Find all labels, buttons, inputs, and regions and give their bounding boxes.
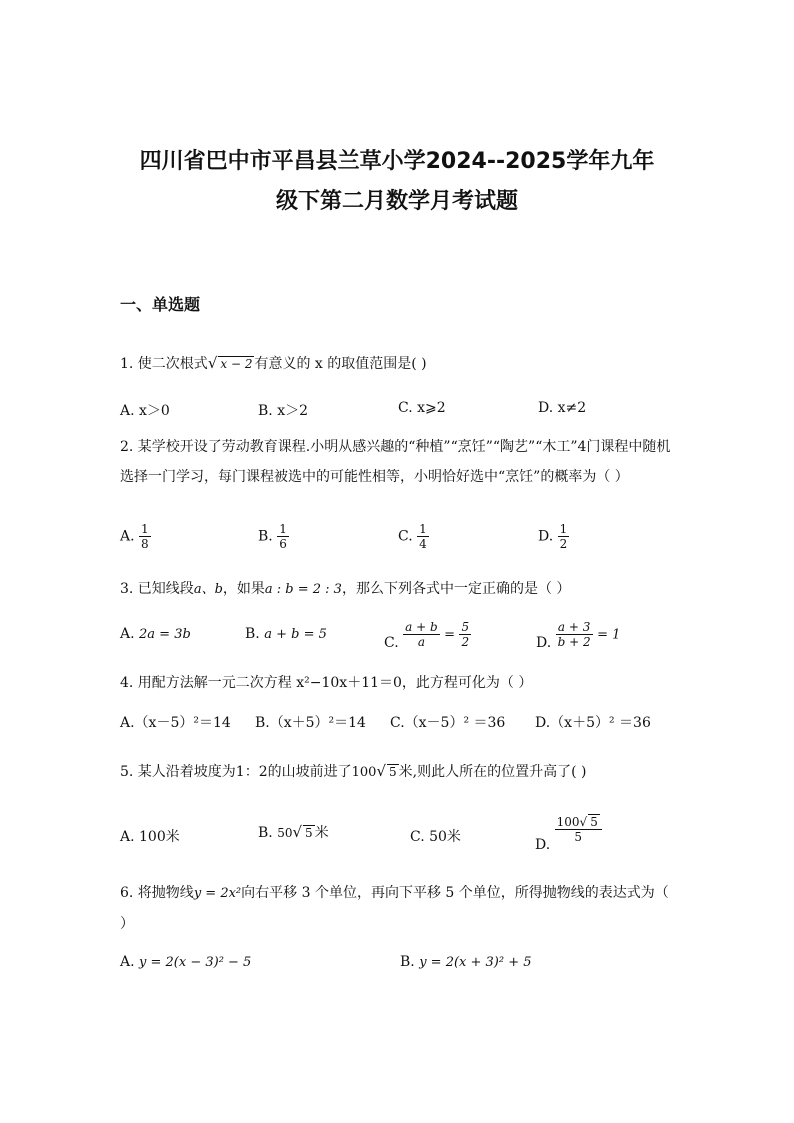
q3-vars: a、b bbox=[193, 582, 223, 597]
q3-option-c-label: C. bbox=[384, 634, 399, 651]
q5-radicand: 5 bbox=[389, 765, 397, 779]
q3-option-d bbox=[536, 620, 620, 649]
q5-option-b-label: B. bbox=[258, 825, 273, 841]
q5-coefficient: 100 bbox=[351, 765, 377, 780]
q6-option-a bbox=[120, 954, 251, 970]
q6-option-a-expr: y = 2(x − 3)² − 5 bbox=[139, 955, 252, 970]
q5-option-a: A. 100米 bbox=[120, 829, 180, 845]
q3-option-b-label: B. bbox=[245, 626, 260, 642]
q1-option-b: B. x＞2 bbox=[258, 403, 308, 419]
denominator: 8 bbox=[141, 537, 149, 551]
q2-option-a-label: A. bbox=[120, 528, 135, 545]
numerator: a + b bbox=[405, 620, 438, 634]
q6-stem-pre: 6. 将抛物线 bbox=[120, 885, 194, 901]
question-3 bbox=[120, 574, 680, 605]
question-4: 4. 用配方法解一元二次方程 x²−10x＋11＝0，此方程可化为（ ） bbox=[120, 675, 533, 691]
q5-option-b bbox=[258, 822, 329, 842]
q5-option-b-coefficient: 50 bbox=[277, 826, 293, 840]
q3-option-d-lhs bbox=[556, 620, 593, 649]
q3-option-a-expr: 2a = 3b bbox=[139, 627, 191, 642]
q4-option-a: A.（x－5）²＝14 bbox=[120, 715, 231, 731]
denominator: a bbox=[417, 635, 425, 649]
q3-option-d-rhs: = 1 bbox=[597, 627, 621, 643]
denominator: 2 bbox=[461, 635, 470, 649]
q3-option-c bbox=[384, 620, 471, 649]
equals-sign: = bbox=[444, 627, 456, 643]
radical-sign: √ bbox=[579, 815, 588, 829]
q3-option-b-expr: a + b = 5 bbox=[264, 627, 327, 642]
numerator: 1 bbox=[559, 522, 568, 536]
q3-stem-post: ，那么下列各式中一定正确的是（ ） bbox=[341, 581, 571, 597]
q6-parabola: y = 2x² bbox=[193, 886, 242, 901]
q2-option-b-label: B. bbox=[258, 528, 273, 545]
q3-option-b bbox=[245, 626, 327, 642]
q1-stem-pre: 1. 使二次根式 bbox=[120, 356, 208, 372]
q3-option-d-label: D. bbox=[536, 634, 552, 651]
q2-option-d-fraction bbox=[558, 522, 570, 551]
q2-option-a bbox=[120, 522, 151, 551]
q3-stem-mid: ，如果 bbox=[222, 581, 265, 597]
q3-option-c-lhs bbox=[403, 620, 440, 649]
q5-option-d-fraction bbox=[555, 814, 602, 844]
question-5 bbox=[120, 756, 680, 788]
q1-stem-post: 有意义的 x 的取值范围是( ) bbox=[254, 356, 427, 372]
numerator: 5 bbox=[461, 620, 470, 634]
q3-ratio: a : b = 2 : 3 bbox=[264, 582, 342, 597]
q4-option-d: D.（x＋5）² ＝36 bbox=[535, 715, 651, 731]
radical-sign: √ bbox=[292, 823, 303, 841]
q1-option-a: A. x＞0 bbox=[120, 403, 170, 419]
q2-option-a-fraction bbox=[139, 522, 151, 551]
q5-option-d bbox=[535, 814, 602, 853]
q5-option-d-label: D. bbox=[535, 837, 551, 853]
q2-option-d-label: D. bbox=[538, 528, 554, 545]
q6-option-a-label: A. bbox=[120, 954, 135, 970]
denominator: 6 bbox=[279, 537, 287, 551]
q6-option-b-label: B. bbox=[400, 954, 415, 970]
numerator-radicand: 5 bbox=[590, 815, 598, 829]
radical-sign: √ bbox=[207, 354, 218, 372]
numerator: 1 bbox=[279, 522, 287, 536]
q2-option-c-label: C. bbox=[398, 528, 413, 545]
denominator: 2 bbox=[559, 537, 568, 551]
q3-stem-pre: 3. 已知线段 bbox=[120, 581, 194, 597]
q2-option-b-fraction bbox=[277, 522, 289, 551]
q4-option-c: C.（x－5）² ＝36 bbox=[390, 715, 506, 731]
numerator-coefficient: 100 bbox=[556, 815, 580, 829]
question-6 bbox=[120, 878, 680, 939]
numerator: 1 bbox=[141, 522, 149, 536]
q3-option-a-label: A. bbox=[120, 626, 135, 642]
q2-option-b bbox=[258, 522, 289, 551]
q5-stem-pre: 5. 某人沿着坡度为1：2的山坡前进了 bbox=[120, 764, 352, 780]
exam-title-line1: 四川省巴中市平昌县兰草小学2024--2025学年九年 bbox=[139, 149, 655, 174]
q5-stem-post: 米,则此人所在的位置升高了( ) bbox=[398, 764, 587, 780]
denominator: 4 bbox=[419, 537, 427, 551]
q5-option-b-unit: 米 bbox=[314, 825, 329, 841]
q5-option-c: C. 50米 bbox=[410, 829, 461, 845]
q1-option-c: C. x⩾2 bbox=[398, 400, 446, 416]
question-1 bbox=[120, 348, 680, 379]
numerator: 1 bbox=[419, 522, 427, 536]
section-heading: 一、单选题 bbox=[120, 295, 201, 314]
q6-option-b bbox=[400, 954, 532, 970]
numerator bbox=[555, 814, 602, 830]
numerator: a + 3 bbox=[556, 620, 593, 635]
q3-option-a bbox=[120, 626, 191, 642]
denominator: b + 2 bbox=[557, 635, 591, 649]
question-2: 2. 某学校开设了劳动教育课程.小明从感兴趣的“种植”“烹饪”“陶艺”“木工”4门课程中随机选择一门学习，每门课程被选中的可能性相等，小明恰好选中“烹饪”的概率为（ ） bbox=[120, 439, 671, 485]
q2-option-d bbox=[538, 522, 569, 551]
q2-option-c-fraction bbox=[417, 522, 429, 551]
q2-option-c bbox=[398, 522, 429, 551]
q6-option-b-expr: y = 2(x + 3)² + 5 bbox=[419, 955, 532, 970]
q1-radicand: x − 2 bbox=[220, 357, 253, 371]
q4-option-b: B.（x＋5）²＝14 bbox=[255, 715, 366, 731]
q6-stem-post: 向右平移 3 个单位，再向下平移 5 个单位，所得抛物线的表达式为（ ） bbox=[120, 885, 669, 932]
q1-option-d: D. x≠2 bbox=[538, 400, 587, 416]
q3-option-c-rhs bbox=[459, 620, 471, 649]
denominator: 5 bbox=[574, 830, 583, 844]
exam-title-line2: 级下第二月数学月考试题 bbox=[275, 189, 518, 214]
radical-sign: √ bbox=[376, 762, 387, 780]
q5-option-b-radicand: 5 bbox=[305, 826, 313, 840]
